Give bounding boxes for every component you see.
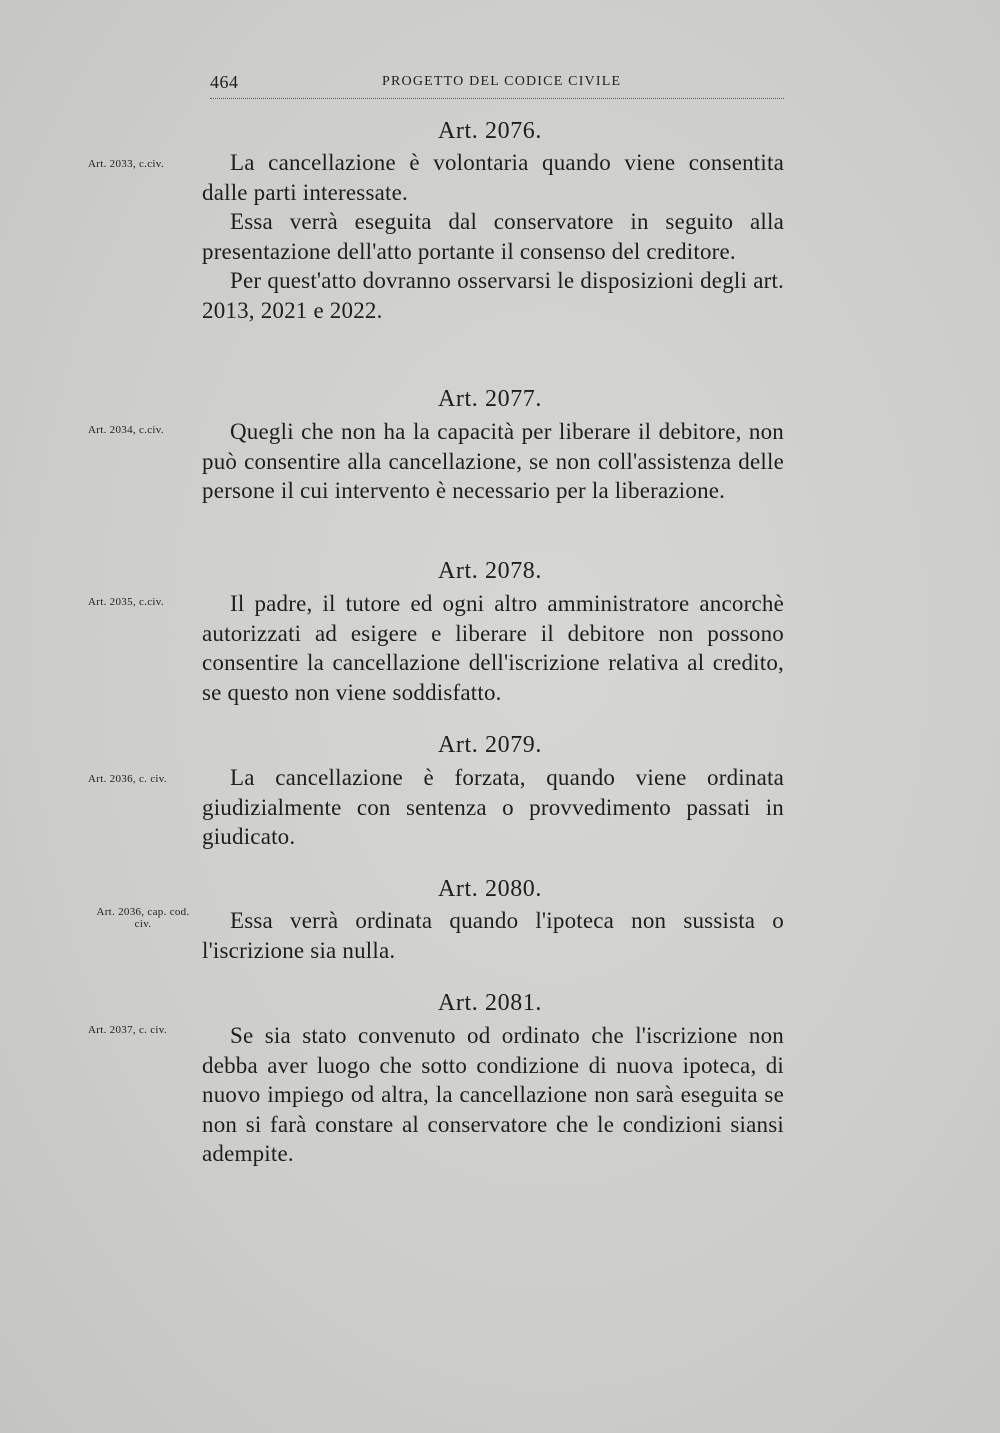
article-body	[202, 589, 784, 707]
article-paragraph: La cancellazione è volontaria quando viene consentita dalle parti interessate.	[202, 150, 784, 205]
article-body	[202, 763, 784, 852]
page-number: 464	[210, 72, 239, 92]
article-heading: Art. 2078.	[438, 558, 542, 584]
article-body	[202, 148, 784, 325]
article-paragraph: La cancellazione è forzata, quando viene ordinata giudizialmente con sentenza o provvedimento passati in giudicato.	[202, 765, 784, 849]
article-heading: Art. 2081.	[438, 990, 542, 1016]
margin-reference: Art. 2035, c.civ.	[88, 596, 164, 608]
article-paragraph: Se sia stato convenuto od ordinato che l'iscrizione non debba aver luogo che sotto condizione di nuova ipoteca, di nuovo impiego od altra, la cancellazione non sarà eseguita se non si farà constare al conservatore che le condizioni siansi adempite.	[202, 1023, 784, 1166]
margin-reference: Art. 2036, c. civ.	[88, 773, 167, 785]
article-paragraph: Quegli che non ha la capacità per liberare il debitore, non può consentire alla cancellazione, se non coll'assistenza delle persone il cui intervento è necessario per la liberazione.	[202, 419, 784, 503]
margin-reference: Art. 2033, c.civ.	[88, 158, 164, 170]
margin-reference: Art. 2037, c. civ.	[88, 1024, 167, 1036]
article-paragraph: Il padre, il tutore ed ogni altro amministratore ancorchè autorizzati ad esigere e liberare il debitore non possono consentire la cancellazione dell'iscrizione relativa al credito, se questo non viene soddisfatto.	[202, 591, 784, 705]
article-paragraph: Per quest'atto dovranno osservarsi le disposizioni degli art. 2013, 2021 e 2022.	[202, 268, 784, 323]
margin-reference: Art. 2034, c.civ.	[88, 424, 164, 436]
page-header	[210, 70, 784, 99]
article-heading: Art. 2080.	[438, 876, 542, 902]
article-heading: Art. 2077.	[438, 386, 542, 412]
article-body	[202, 906, 784, 965]
article-body	[202, 1021, 784, 1169]
article-paragraph: Essa verrà ordinata quando l'ipoteca non sussista o l'iscrizione sia nulla.	[202, 908, 784, 963]
article-body	[202, 417, 784, 506]
running-title: PROGETTO DEL CODICE CIVILE	[382, 74, 622, 89]
margin-reference: Art. 2036, cap. cod. civ.	[96, 906, 190, 930]
article-heading: Art. 2076.	[438, 118, 542, 144]
article-paragraph: Essa verrà eseguita dal conservatore in seguito alla presentazione dell'atto portante il consenso del creditore.	[202, 209, 784, 264]
article-heading: Art. 2079.	[438, 732, 542, 758]
